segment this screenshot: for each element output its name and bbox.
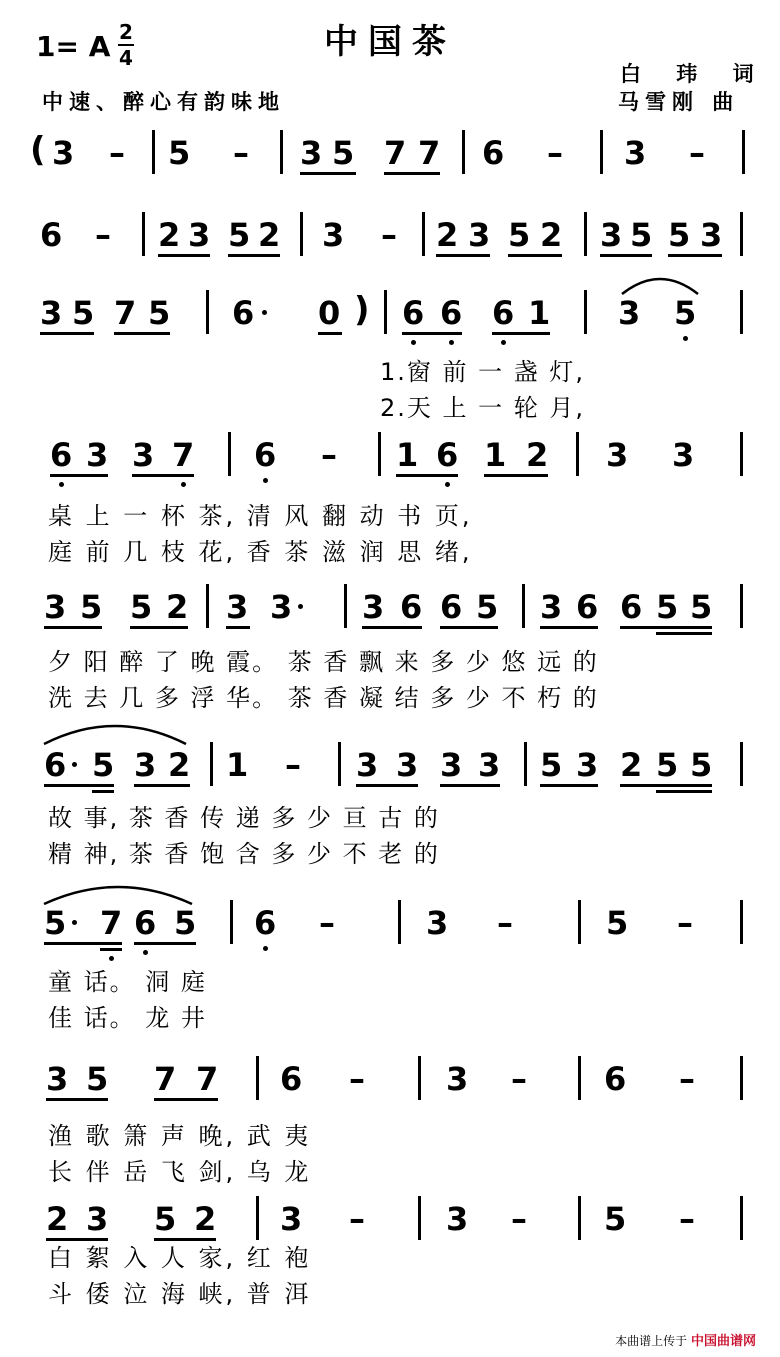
barline [256, 1196, 259, 1240]
barline [740, 584, 743, 628]
beam [300, 172, 356, 175]
site-logo: 中国曲谱网 [690, 1334, 756, 1349]
note: 1 [484, 436, 507, 474]
barline [418, 1056, 421, 1100]
barline [740, 1196, 743, 1240]
barline [228, 432, 231, 476]
time-signature [118, 22, 134, 68]
note: 6 [400, 588, 423, 626]
note: 3 [440, 746, 463, 784]
barline [740, 1056, 743, 1100]
beam [436, 254, 490, 257]
lyrics-row-3-verse-2: 2.天 上 一 轮 月, [380, 394, 586, 422]
note: 3 [426, 904, 449, 942]
note: 7 [172, 436, 195, 474]
note: 3 [52, 134, 75, 172]
barline [210, 742, 213, 786]
note: 3 [576, 746, 599, 784]
note: 5 [332, 134, 355, 172]
key-signature: 1= A [36, 30, 111, 63]
low-octave-dot [449, 340, 454, 345]
note: 3 [226, 588, 249, 626]
note: – [109, 134, 125, 172]
augmentation-dot [298, 604, 303, 609]
repeat-paren-close: ) [354, 290, 370, 330]
low-octave-dot [143, 950, 148, 955]
beam [40, 332, 94, 335]
beam [656, 632, 712, 635]
beam [620, 784, 712, 787]
low-octave-dot [263, 478, 268, 483]
beam [318, 332, 342, 335]
barline [740, 742, 743, 786]
barline [742, 130, 745, 174]
lyrics-row-9-verse-2: 斗 倭 泣 海 峡, 普 洱 [48, 1280, 312, 1308]
note: 6 [436, 436, 459, 474]
lyrics-row-4-verse-2: 庭 前 几 枝 花, 香 茶 滋 润 思 绪, [48, 538, 473, 566]
beam [114, 332, 170, 335]
note: 2 [526, 436, 549, 474]
note: 5 [72, 294, 95, 332]
beam [508, 254, 562, 257]
beam [540, 784, 598, 787]
note: – [689, 134, 705, 172]
note: 5 [148, 294, 171, 332]
lyrics-row-8-verse-1: 渔 歌 箫 声 晚, 武 夷 [48, 1122, 312, 1150]
note: 6 [620, 588, 643, 626]
note: 5 [228, 216, 251, 254]
note: – [677, 904, 693, 942]
note: 5 [44, 904, 67, 942]
barline [584, 290, 587, 334]
note: 6 [254, 436, 277, 474]
composer-credit: 马雪刚 曲 [618, 90, 740, 114]
barline [280, 130, 283, 174]
barline [142, 212, 145, 256]
note: 3 [362, 588, 385, 626]
lyrics-row-5-verse-1: 夕 阳 醉 了 晚 霞。 茶 香 飘 来 多 少 悠 远 的 [48, 648, 599, 676]
note: 5 [174, 904, 197, 942]
note: – [679, 1060, 695, 1098]
beam [92, 790, 114, 793]
beam [402, 332, 462, 335]
beam [130, 626, 188, 629]
barline [584, 212, 587, 256]
barline [422, 212, 425, 256]
beam [656, 790, 712, 793]
barline [740, 432, 743, 476]
barline [576, 432, 579, 476]
note: 1 [226, 746, 249, 784]
lyrics-row-7-verse-2: 佳 话。 龙 井 [48, 1004, 207, 1032]
note: 3 [86, 436, 109, 474]
barline [740, 900, 743, 944]
lyrics-row-9-verse-1: 白 絮 入 人 家, 红 袍 [48, 1244, 312, 1272]
augmentation-dot [262, 310, 267, 315]
low-octave-dot [411, 340, 416, 345]
note: 3 [618, 294, 641, 332]
upload-credit-text: 本曲谱上传于 [615, 1334, 688, 1348]
note: 5 [674, 294, 697, 332]
note: – [381, 216, 397, 254]
note: 2 [46, 1200, 69, 1238]
barline [384, 290, 387, 334]
note: 3 [300, 134, 323, 172]
note: – [319, 904, 335, 942]
note: 0 [318, 294, 341, 332]
note: 3 [46, 1060, 69, 1098]
lyrics-row-7-verse-1: 童 话。 洞 庭 [48, 968, 207, 996]
beam [134, 942, 196, 945]
note: 3 [188, 216, 211, 254]
beam [226, 626, 250, 629]
note: 3 [540, 588, 563, 626]
beam [46, 1098, 108, 1101]
note: 6 [492, 294, 515, 332]
beam [440, 626, 498, 629]
beam [362, 626, 422, 629]
note: 5 [508, 216, 531, 254]
note: 2 [166, 588, 189, 626]
barline [578, 900, 581, 944]
note: 3 [44, 588, 67, 626]
note: 6 [440, 294, 463, 332]
beam [134, 784, 190, 787]
note: 5 [80, 588, 103, 626]
low-octave-dot [263, 946, 268, 951]
note: 3 [40, 294, 63, 332]
barline [740, 290, 743, 334]
time-signature-bottom: 4 [119, 46, 133, 70]
note: – [547, 134, 563, 172]
note: 7 [418, 134, 441, 172]
low-octave-dot [59, 482, 64, 487]
note: 1 [528, 294, 551, 332]
low-octave-dot [445, 482, 450, 487]
note: – [321, 436, 337, 474]
upload-credit [615, 1330, 756, 1349]
note: 3 [280, 1200, 303, 1238]
note: – [511, 1200, 527, 1238]
barline [578, 1056, 581, 1100]
slur [40, 878, 196, 906]
note: 3 [446, 1060, 469, 1098]
time-signature-top: 2 [119, 20, 133, 44]
barline [522, 584, 525, 628]
beam [44, 784, 114, 787]
note: 6 [254, 904, 277, 942]
note: 2 [436, 216, 459, 254]
note: – [497, 904, 513, 942]
note: 5 [656, 746, 679, 784]
note: 2 [158, 216, 181, 254]
note: 6 [134, 904, 157, 942]
note: 5 [476, 588, 499, 626]
note: 5 [656, 588, 679, 626]
beam [668, 254, 722, 257]
note: 5 [154, 1200, 177, 1238]
note: 3 [396, 746, 419, 784]
note: 6 [50, 436, 73, 474]
note: – [511, 1060, 527, 1098]
note: 3 [700, 216, 723, 254]
note: 7 [196, 1060, 219, 1098]
note: 7 [384, 134, 407, 172]
note: 3 [356, 746, 379, 784]
barline [740, 212, 743, 256]
slur [40, 716, 190, 746]
beam [132, 474, 194, 477]
note: 3 [134, 746, 157, 784]
note: 6 [482, 134, 505, 172]
note: 7 [100, 904, 123, 942]
note: 2 [258, 216, 281, 254]
beam [620, 626, 712, 629]
beam [44, 626, 102, 629]
note: 2 [540, 216, 563, 254]
tempo-marking: 中速、醉心有韵味地 [42, 90, 285, 114]
barline [578, 1196, 581, 1240]
beam [484, 474, 548, 477]
beam [600, 254, 652, 257]
note: – [285, 746, 301, 784]
barline [344, 584, 347, 628]
barline [206, 584, 209, 628]
note: 6 [440, 588, 463, 626]
low-octave-dot [501, 340, 506, 345]
repeat-paren-open: ( [30, 130, 46, 170]
barline [230, 900, 233, 944]
barline [338, 742, 341, 786]
note: 3 [606, 436, 629, 474]
note: 3 [672, 436, 695, 474]
barline [300, 212, 303, 256]
note: 6 [44, 746, 67, 784]
note: 3 [446, 1200, 469, 1238]
note: 3 [600, 216, 623, 254]
beam [100, 948, 122, 951]
barline [418, 1196, 421, 1240]
note: 5 [168, 134, 191, 172]
barline [256, 1056, 259, 1100]
note: 2 [620, 746, 643, 784]
beam [356, 784, 418, 787]
note: 5 [130, 588, 153, 626]
beam [492, 332, 550, 335]
note: 3 [468, 216, 491, 254]
note: 5 [604, 1200, 627, 1238]
low-octave-dot [181, 482, 186, 487]
lyrics-row-6-verse-2: 精 神, 茶 香 饱 含 多 少 不 老 的 [48, 840, 440, 868]
lyrics-row-8-verse-2: 长 伴 岳 飞 剑, 乌 龙 [48, 1158, 312, 1186]
barline [600, 130, 603, 174]
note: 3 [270, 588, 293, 626]
note: 5 [668, 216, 691, 254]
note: – [349, 1200, 365, 1238]
barline [206, 290, 209, 334]
note: – [679, 1200, 695, 1238]
beam [228, 254, 280, 257]
lyrics-row-6-verse-1: 故 事, 茶 香 传 递 多 少 亘 古 的 [48, 804, 440, 832]
lyricist-credit: 白 玮 词 [620, 62, 768, 86]
note: 1 [396, 436, 419, 474]
note: 2 [194, 1200, 217, 1238]
note: 6 [576, 588, 599, 626]
note: 6 [280, 1060, 303, 1098]
note: 5 [630, 216, 653, 254]
note: 3 [132, 436, 155, 474]
beam [44, 942, 122, 945]
beam [540, 626, 598, 629]
note: 6 [604, 1060, 627, 1098]
beam [50, 474, 108, 477]
lyrics-row-5-verse-2: 洗 去 几 多 浮 华。 茶 香 凝 结 多 少 不 朽 的 [48, 684, 599, 712]
note: 5 [540, 746, 563, 784]
note: 5 [606, 904, 629, 942]
note: 2 [168, 746, 191, 784]
slur [618, 270, 702, 296]
note: 6 [402, 294, 425, 332]
note: – [233, 134, 249, 172]
note: 3 [322, 216, 345, 254]
low-octave-dot [109, 956, 114, 961]
augmentation-dot [72, 762, 77, 767]
barline [398, 900, 401, 944]
note: 7 [154, 1060, 177, 1098]
note: 5 [690, 588, 713, 626]
barline [152, 130, 155, 174]
lyrics-row-4-verse-1: 桌 上 一 杯 茶, 清 风 翻 动 书 页, [48, 502, 473, 530]
note: 6 [232, 294, 255, 332]
page-title: 中国茶 [324, 22, 456, 62]
lyrics-row-3-verse-1: 1.窗 前 一 盏 灯, [380, 358, 586, 386]
note: – [95, 216, 111, 254]
beam [384, 172, 440, 175]
note: 3 [478, 746, 501, 784]
note: 5 [86, 1060, 109, 1098]
augmentation-dot [72, 920, 77, 925]
beam [396, 474, 458, 477]
note: 3 [624, 134, 647, 172]
note: 5 [92, 746, 115, 784]
barline [524, 742, 527, 786]
note: 5 [690, 746, 713, 784]
note: 3 [86, 1200, 109, 1238]
note: 7 [114, 294, 137, 332]
note: 6 [40, 216, 63, 254]
barline [462, 130, 465, 174]
low-octave-dot [683, 336, 688, 341]
barline [378, 432, 381, 476]
note: – [349, 1060, 365, 1098]
beam [154, 1098, 218, 1101]
beam [440, 784, 500, 787]
beam [158, 254, 210, 257]
